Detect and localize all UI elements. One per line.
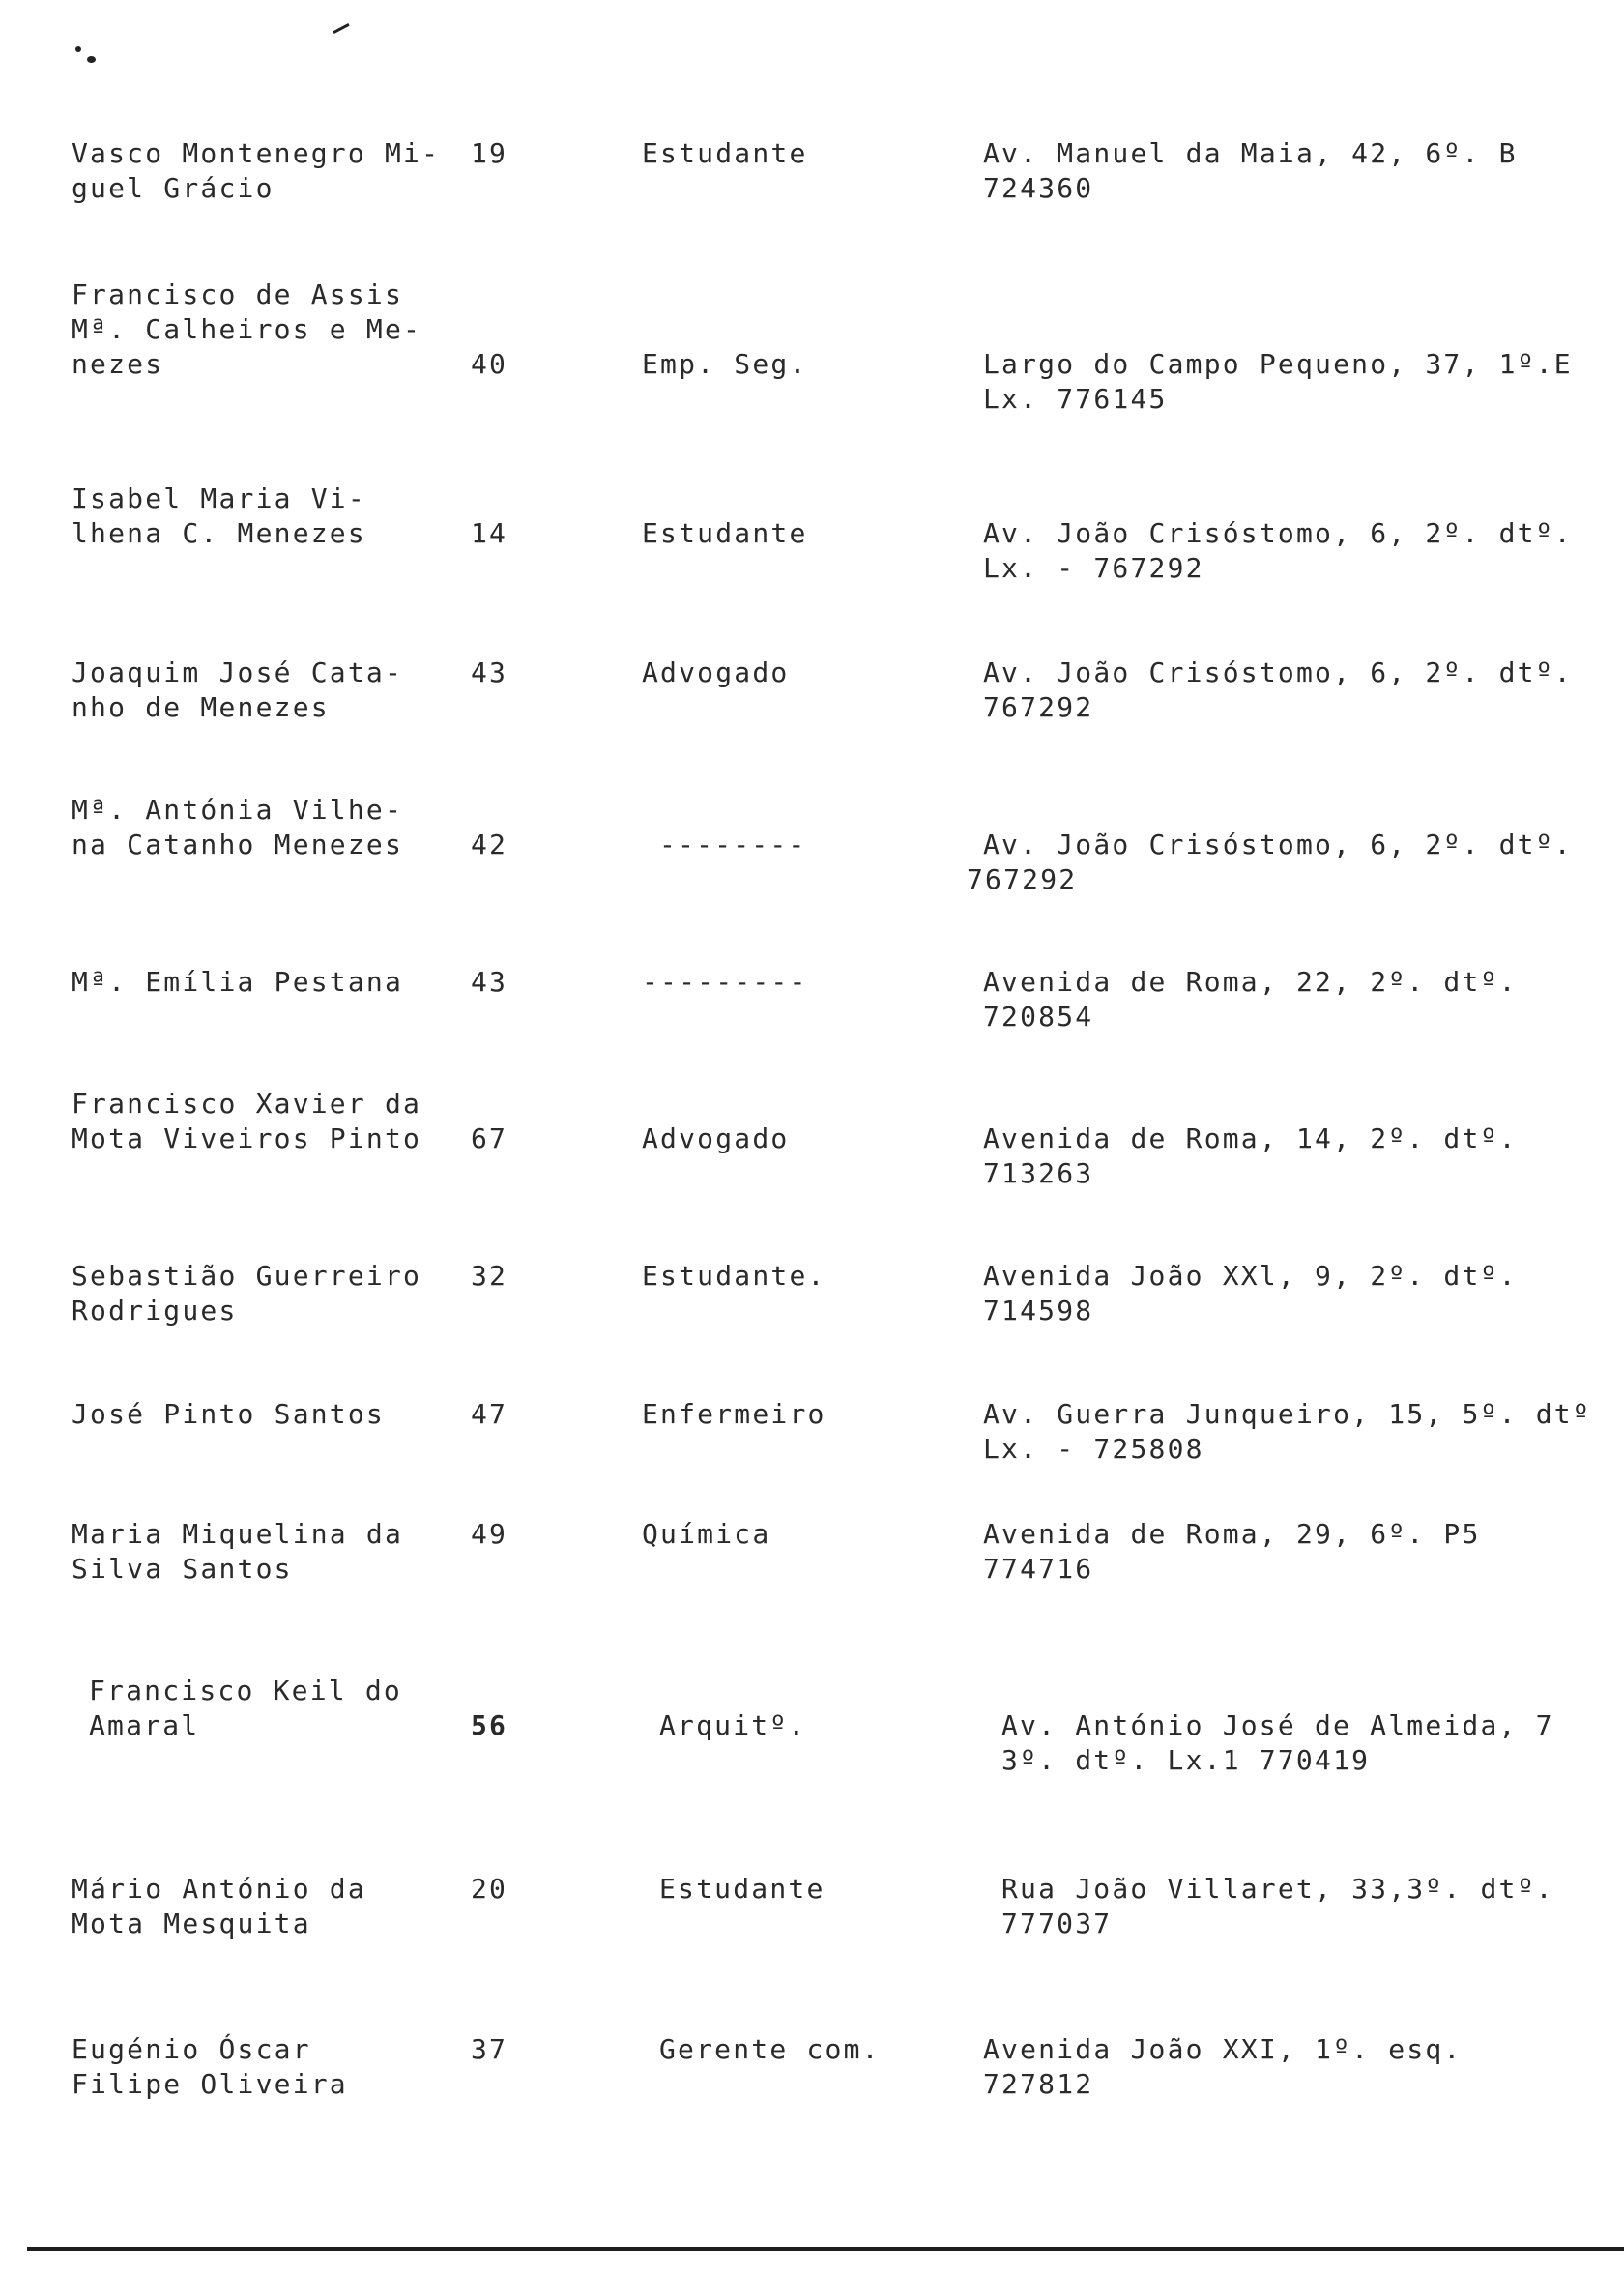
person-name: [72, 656, 403, 725]
person-age: 49: [471, 1518, 508, 1550]
ink-speck: [75, 46, 81, 52]
person-address: [983, 965, 1518, 1035]
person-name: [72, 2032, 348, 2102]
person-name: [72, 136, 440, 206]
phone-line: 777037: [1001, 1908, 1113, 1939]
phone-line: 724360: [983, 172, 1094, 204]
person-occupation: Advogado: [642, 1122, 790, 1154]
person-age: 37: [471, 2033, 508, 2065]
person-name: [72, 965, 403, 1000]
person-age: 43: [471, 656, 508, 688]
name-line: Mª. Antónia Vilhe-: [72, 794, 404, 826]
phone-line: Lx. 776145: [983, 383, 1168, 415]
address-line: Avenida de Roma, 14, 2º. dtº.: [983, 1122, 1518, 1154]
person-name: [89, 1674, 402, 1743]
person-age: 67: [471, 1122, 508, 1154]
address-line: Av. João Crisóstomo, 6, 2º. dtº.: [983, 656, 1573, 688]
person-name: [72, 1397, 385, 1432]
person-address: [983, 1259, 1518, 1328]
person-address: [983, 136, 1518, 206]
person-occupation: Arquitº.: [659, 1709, 807, 1741]
name-line: Eugénio Óscar: [72, 2033, 311, 2065]
name-line: nezes: [72, 348, 164, 380]
person-address: [983, 1397, 1591, 1467]
person-age: 14: [471, 517, 508, 549]
phone-line: 727812: [983, 2068, 1094, 2100]
person-address: [983, 347, 1573, 417]
person-address: [983, 2032, 1463, 2102]
address-line: Rua João Villaret, 33,3º. dtº.: [1001, 1873, 1554, 1905]
person-occupation: Química: [642, 1518, 771, 1550]
address-line: Avenida de Roma, 29, 6º. P5: [983, 1518, 1481, 1550]
bottom-rule: [27, 2247, 1624, 2251]
name-line: Mª. Emília Pestana: [72, 966, 404, 998]
person-address: [983, 1122, 1518, 1191]
address-line: Av. Manuel da Maia, 42, 6º. B: [983, 137, 1518, 169]
phone-line: 767292: [983, 691, 1094, 723]
address-line: Av. Guerra Junqueiro, 15, 5º. dtº: [983, 1398, 1591, 1430]
person-occupation: Gerente com.: [659, 2033, 881, 2065]
person-name: [72, 481, 366, 551]
phone-line: 767292: [967, 863, 1078, 895]
person-address: [983, 1517, 1481, 1587]
name-line: Joaquim José Cata-: [72, 656, 404, 688]
person-age: 43: [471, 966, 508, 998]
person-age: 47: [471, 1398, 508, 1430]
person-address: [1001, 1708, 1554, 1778]
name-line: guel Grácio: [72, 172, 275, 204]
person-occupation: Emp. Seg.: [642, 348, 808, 380]
phone-line: 720854: [983, 1001, 1094, 1033]
person-name: [72, 1517, 403, 1587]
person-age: 32: [471, 1260, 508, 1292]
person-address: [983, 656, 1573, 725]
address-line: Av. António José de Almeida, 7: [1001, 1709, 1554, 1741]
person-address: [967, 828, 1573, 897]
name-line: Mota Mesquita: [72, 1908, 311, 1939]
person-occupation: Enfermeiro: [642, 1398, 826, 1430]
person-age: 42: [471, 829, 508, 860]
phone-line: 713263: [983, 1157, 1094, 1189]
person-occupation: ---------: [642, 966, 808, 998]
address-line: Avenida de Roma, 22, 2º. dtº.: [983, 966, 1518, 998]
person-occupation: --------: [659, 829, 807, 860]
person-occupation: Estudante: [642, 517, 808, 549]
address-line: Av. João Crisóstomo, 6, 2º. dtº.: [983, 829, 1573, 860]
person-age: 20: [471, 1873, 508, 1905]
person-occupation: Estudante: [642, 137, 808, 169]
person-age: 56: [471, 1709, 508, 1741]
name-line: nho de Menezes: [72, 691, 330, 723]
phone-line: Lx. - 767292: [983, 552, 1204, 584]
address-line: Av. João Crisóstomo, 6, 2º. dtº.: [983, 517, 1573, 549]
address-line: Avenida João XXl, 9, 2º. dtº.: [983, 1260, 1518, 1292]
name-line: Amaral: [89, 1709, 200, 1741]
name-line: Francisco Keil do: [89, 1675, 402, 1706]
name-line: Mota Viveiros Pinto: [72, 1122, 422, 1154]
name-line: lhena C. Menezes: [72, 517, 366, 549]
address-line: Avenida João XXI, 1º. esq.: [983, 2033, 1463, 2065]
person-address: [983, 516, 1573, 586]
person-name: [72, 1872, 366, 1941]
name-line: Vasco Montenegro Mi-: [72, 137, 441, 169]
person-occupation: Estudante.: [642, 1260, 826, 1292]
person-name: [72, 1259, 421, 1328]
name-line: Rodrigues: [72, 1295, 238, 1326]
phone-line: 3º. dtº. Lx.1 770419: [1001, 1744, 1371, 1776]
name-line: Mário António da: [72, 1873, 366, 1905]
name-line: Sebastião Guerreiro: [72, 1260, 422, 1292]
name-line: Silva Santos: [72, 1553, 293, 1585]
phone-line: 774716: [983, 1553, 1094, 1585]
name-line: Francisco de Assis: [72, 278, 404, 310]
name-line: Isabel Maria Vi-: [72, 482, 366, 514]
name-line: Mª. Calheiros e Me-: [72, 313, 422, 345]
person-age: 40: [471, 348, 508, 380]
phone-line: 714598: [983, 1295, 1094, 1326]
name-line: Filipe Oliveira: [72, 2068, 348, 2100]
person-address: [1001, 1872, 1554, 1941]
name-line: Maria Miquelina da: [72, 1518, 404, 1550]
person-occupation: Advogado: [642, 656, 790, 688]
person-name: [72, 1087, 421, 1156]
person-name: [72, 793, 403, 862]
name-line: Francisco Xavier da: [72, 1088, 422, 1120]
name-line: na Catanho Menezes: [72, 829, 404, 860]
ink-stroke: [333, 23, 349, 34]
person-occupation: Estudante: [659, 1873, 826, 1905]
person-name: [72, 277, 421, 382]
address-line: Largo do Campo Pequeno, 37, 1º.E: [983, 348, 1573, 380]
phone-line: Lx. - 725808: [983, 1433, 1204, 1465]
person-age: 19: [471, 137, 508, 169]
name-line: José Pinto Santos: [72, 1398, 385, 1430]
ink-speck: [87, 56, 96, 63]
